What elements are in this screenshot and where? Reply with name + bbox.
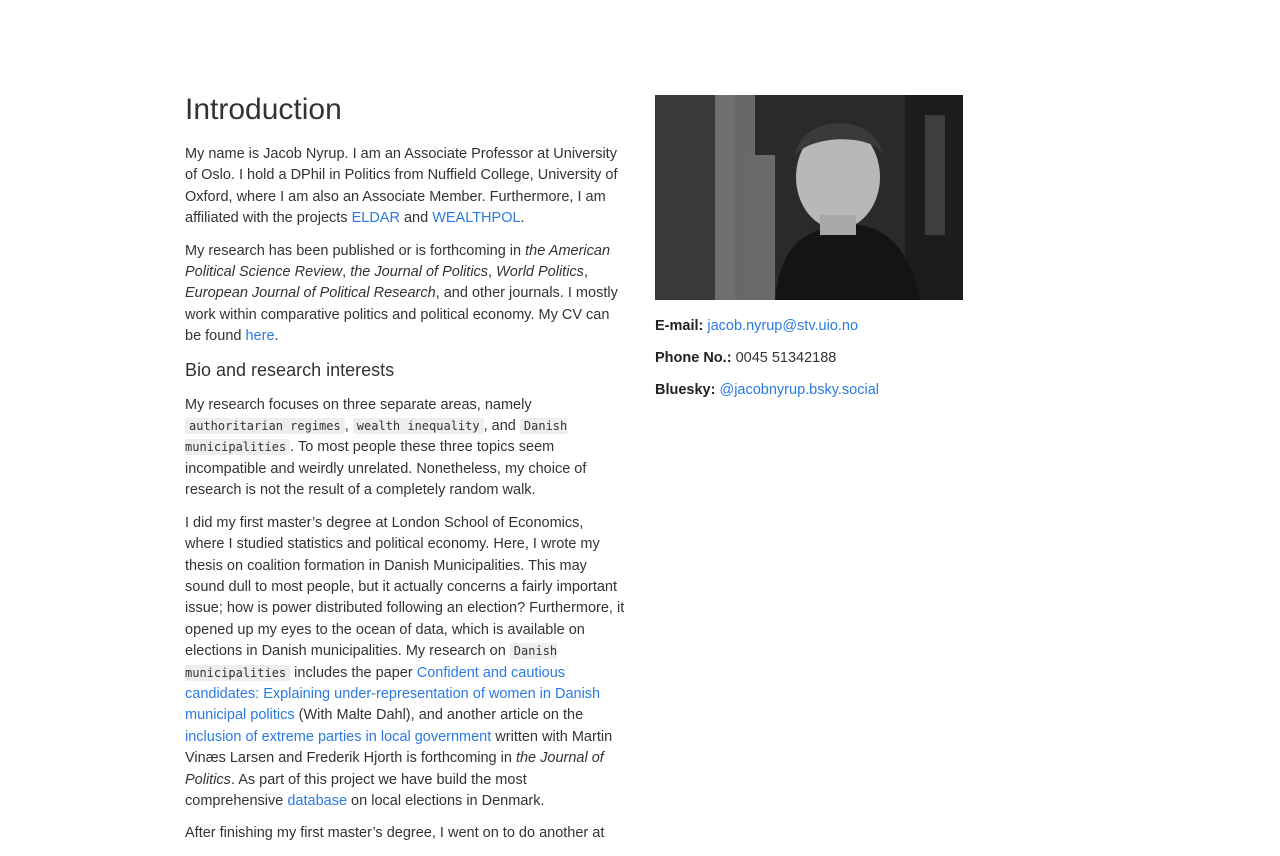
profile-photo: [655, 95, 963, 300]
email-label: E-mail:: [655, 318, 704, 334]
code-authoritarian-regimes: authoritarian regimes: [185, 418, 345, 434]
contact-info: [655, 316, 965, 401]
intro-paragraph-2: My research has been published or is forthcoming in the American Political Science Review, the Journal of Politics, World Politics, European Journal of Political Research, and other journals. I mostly work within comparative politics and political economy. My CV can be found here.: [185, 242, 618, 345]
page-title: Introduction: [185, 93, 342, 126]
wealthpol-link[interactable]: WEALTHPOL: [432, 210, 521, 227]
sidebar: [655, 95, 965, 412]
journal-apsr: the American Political Science Review: [185, 242, 611, 281]
code-danish-municipalities-2: Danish municipalities: [185, 644, 558, 680]
intro-paragraph-1: My name is Jacob Nyrup. I am an Associate Professor at University of Oslo. I hold a DPhil in Politics from Nuffield College, University of Oxford, where I am also an Associate Member. Furthermore, I am affiliated with the projects ELDAR and WEALTHPOL.: [185, 146, 618, 227]
phone-row: [655, 348, 965, 369]
paper-link-extreme-parties[interactable]: inclusion of extreme parties in local government: [185, 728, 492, 745]
phone-label: Phone No.:: [655, 350, 732, 366]
paper-link-women[interactable]: Confident and cautious candidates: Explaining under-representation of women in Danish municipal politics: [185, 664, 601, 724]
main-content: [185, 92, 625, 856]
bio-paragraph-3: After finishing my first master’s degree, I went on to do another at: [185, 825, 605, 842]
database-link[interactable]: database: [287, 792, 348, 809]
journal-ejpr: European Journal of Political Research: [185, 285, 436, 302]
journal-jop-2: the Journal of Politics: [185, 750, 604, 788]
email-row: [655, 316, 965, 337]
email-link[interactable]: jacob.nyrup@stv.uio.no: [707, 318, 859, 334]
code-danish-municipalities: Danish municipalities: [185, 419, 568, 455]
journal-wp: World Politics: [496, 264, 584, 281]
eldar-link[interactable]: ELDAR: [351, 210, 400, 227]
section-heading-bio: Bio and research interests: [185, 359, 395, 380]
bluesky-row: [655, 380, 965, 401]
code-wealth-inequality: wealth inequality: [353, 418, 484, 434]
phone-value: 0045 51342188: [735, 350, 837, 366]
journal-jop: the Journal of Politics: [350, 264, 489, 281]
cv-link[interactable]: here: [245, 328, 275, 345]
bio-paragraph-1: My research focuses on three separate areas, namely authoritarian regimes , wealth inequality , and Danish municipalities . To most people these three topics seem incompatible and weirdly unrelated. Nonetheless, my choice of research is not the result of a completely random walk.: [185, 396, 587, 499]
bluesky-link[interactable]: @jacobnyrup.bsky.social: [719, 382, 880, 398]
bluesky-label: Bluesky:: [655, 382, 716, 398]
profile-photo-graphic: [655, 95, 963, 300]
bio-paragraph-2: I did my first master’s degree at London School of Economics, where I studied statistics and political economy. Here, I wrote my thesis on coalition formation in Danish Municipalities. This may sound dull to most people, but it actually concerns a fairly important issue; how is power distributed following an election? Furthermore, it opened up my eyes to the ocean of data, which is available on elections in Danish municipalities. My research on Danish municipalities includes the paper Confident and cautious candidates: Explaining under-representation of women in Danish municipal politics (With Malte Dahl), and another article on the inclusion of extreme parties in local government written with Martin Vinæs Larsen and Frederik Hjorth is forthcoming in the Journal of Politics. As part of this project we have build the most comprehensive database on local elections in Denmark.: [185, 514, 625, 809]
